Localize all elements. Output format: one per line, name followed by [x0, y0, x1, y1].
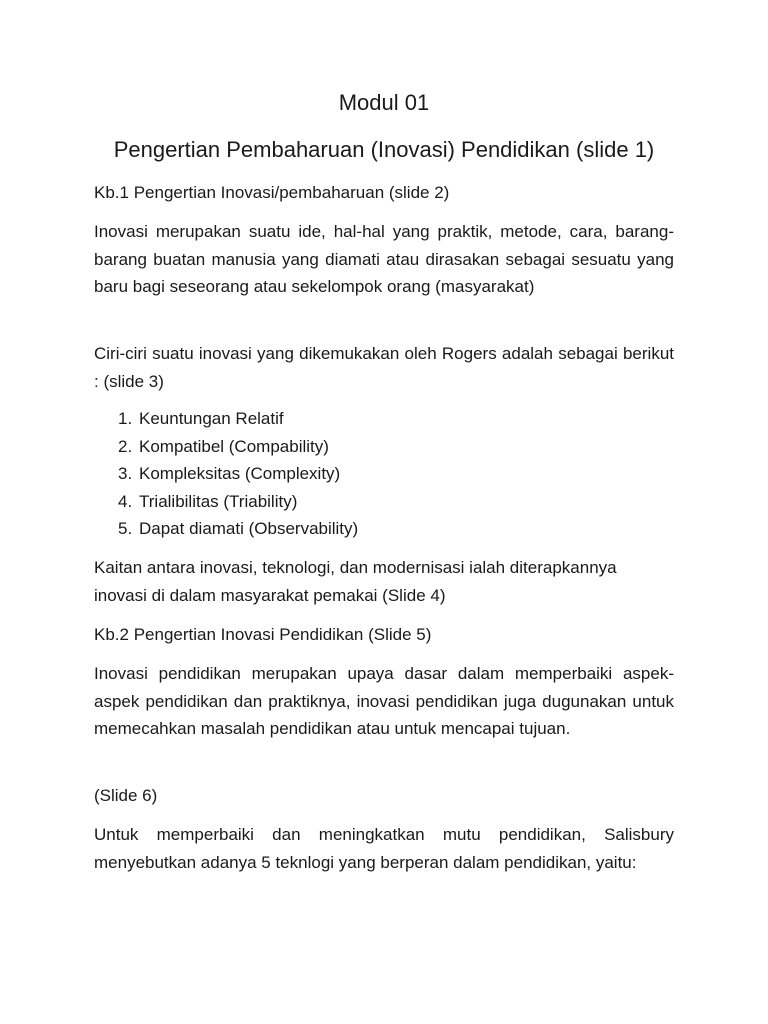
list-item-text: Dapat diamati (Observability): [139, 519, 359, 538]
rogers-characteristics-list: [94, 405, 674, 543]
document-subtitle: Pengertian Pembaharuan (Inovasi) Pendidikan (slide 1): [113, 137, 655, 162]
list-item: [94, 405, 674, 433]
list-item-number: 1.: [118, 409, 133, 428]
list-item-text: Trialibilitas (Triability): [139, 491, 298, 511]
paragraph-rogers-intro: Ciri-ciri suatu inovasi yang dikemukakan oleh Rogers adalah sebagai berikut : (slide 3): [94, 344, 674, 391]
paragraph-salisbury: Untuk memperbaiki dan meningkatkan mutu pendidikan, Salisbury menyebutkan adanya 5 teknlogi yang berperan dalam pendidikan, yaitu:: [94, 825, 674, 872]
kb1-heading: Kb.1 Pengertian Inovasi/pembaharuan (slide 2): [94, 183, 450, 202]
document-title: Modul 01: [338, 90, 430, 115]
list-item-number: 4.: [118, 491, 133, 511]
list-item-number: 3.: [118, 464, 133, 483]
paragraph-inovasi-definition: Inovasi merupakan suatu ide, hal-hal yang praktik, metode, cara, barang-barang buatan manusia yang diamati atau dirasakan sebagai sesuatu yang baru bagi seseorang atau sekelompok orang (masyarakat): [94, 222, 674, 296]
paragraph-slide-6: (Slide 6): [94, 786, 158, 805]
list-item: [94, 460, 674, 488]
list-item: [94, 515, 674, 543]
list-item-text: Kompatibel (Compability): [139, 436, 329, 456]
list-item-number: 5.: [118, 519, 133, 538]
paragraph-kaitan: Kaitan antara inovasi, teknologi, dan modernisasi ialah diterapkannya inovasi di dalam masyarakat pemakai (Slide 4): [94, 558, 617, 605]
list-item-text: Kompleksitas (Complexity): [139, 464, 341, 483]
kb2-heading: Kb.2 Pengertian Inovasi Pendidikan (Slide 5): [94, 625, 432, 644]
list-item-text: Keuntungan Relatif: [139, 409, 284, 428]
paragraph-inovasi-pendidikan: Inovasi pendidikan merupakan upaya dasar dalam memperbaiki aspek-aspek pendidikan dan praktiknya, inovasi pendidikan juga dugunakan untuk memecahkan masalah pendidikan atau untuk mencapai tujuan.: [94, 664, 674, 738]
list-item: [94, 488, 674, 516]
list-item-number: 2.: [118, 436, 133, 456]
list-item: [94, 433, 674, 461]
